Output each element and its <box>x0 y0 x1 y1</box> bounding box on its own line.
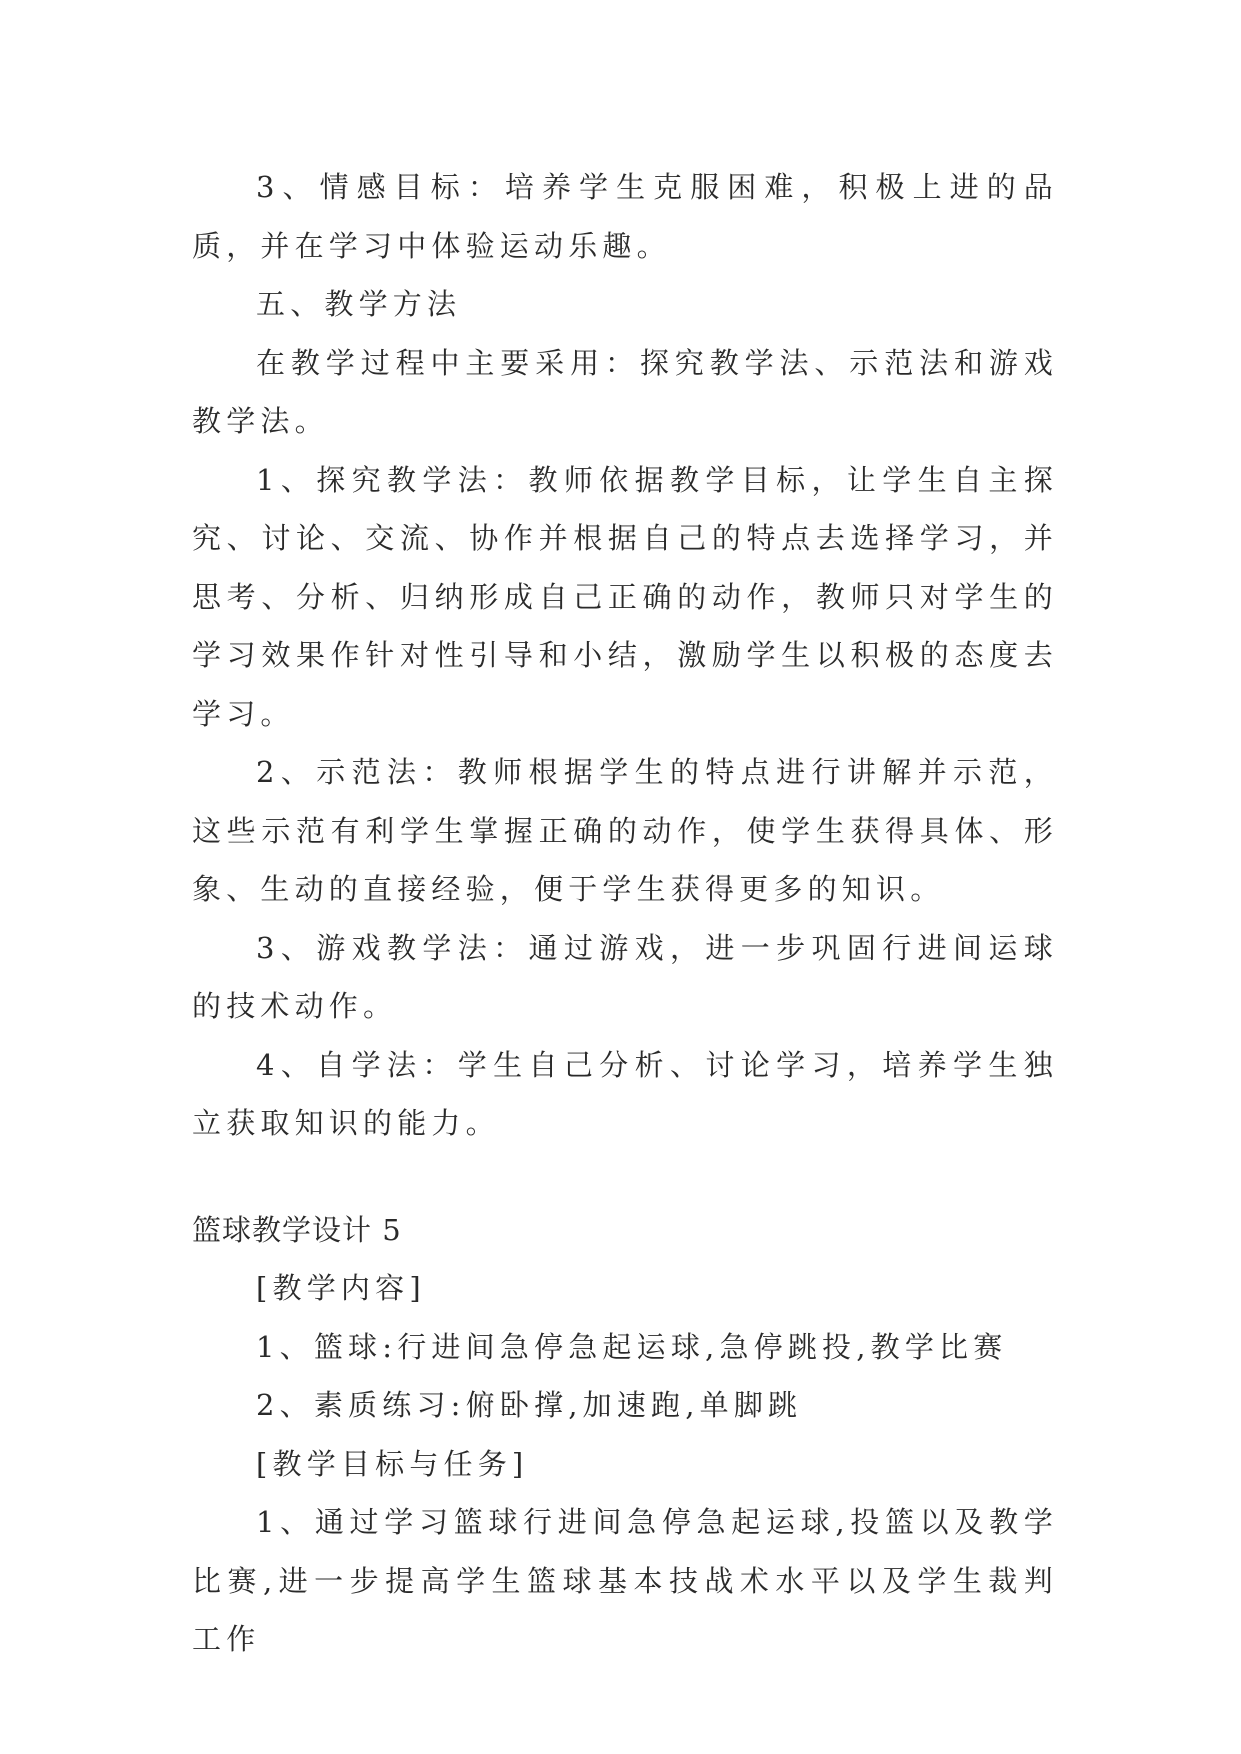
section-title: 篮球教学设计 5 <box>192 1212 402 1247</box>
paragraph-methods-intro: 在教学过程中主要采用：探究教学法、示范法和游戏教学法。 <box>192 345 1058 438</box>
section-gap <box>192 1153 1058 1201</box>
paragraph-goal-one: 1、通过学习篮球行进间急停急起运球,投篮以及教学比赛,进一步提高学生篮球基本技战术水平以及学生裁判工作 <box>192 1505 1058 1656</box>
paragraph-game-method: 3、游戏教学法：通过游戏，进一步巩固行进间运球的技术动作。 <box>192 930 1058 1023</box>
heading-teaching-methods: 五、教学方法 <box>256 287 462 321</box>
paragraph-self-study-method: 4、自学法：学生自己分析、讨论学习，培养学生独立获取知识的能力。 <box>192 1047 1058 1140</box>
paragraph-inquiry-method: 1、探究教学法：教师依据教学目标，让学生自主探究、讨论、交流、协作并根据自己的特点去选择学习，并思考、分析、归纳形成自己正确的动作，教师只对学生的学习效果作针对性引导和小结，激励学生以积极的态度去学习。 <box>192 462 1058 731</box>
paragraph-basketball-content: 1、篮球:行进间急停急起运球,急停跳投,教学比赛 <box>256 1329 1008 1364</box>
paragraph-emotional-goal: 3、情感目标：培养学生克服困难，积极上进的品质，并在学习中体验运动乐趣。 <box>192 170 1058 263</box>
label-teaching-content: [教学内容] <box>256 1271 426 1305</box>
label-goals-and-tasks: [教学目标与任务] <box>256 1446 529 1481</box>
document-page <box>192 158 1058 1669</box>
paragraph-fitness-practice: 2、素质练习:俯卧撑,加速跑,单脚跳 <box>256 1388 803 1422</box>
paragraph-demonstration-method: 2、示范法：教师根据学生的特点进行讲解并示范，这些示范有利学生掌握正确的动作，使学生获得具体、形象、生动的直接经验，便于学生获得更多的知识。 <box>192 755 1058 906</box>
